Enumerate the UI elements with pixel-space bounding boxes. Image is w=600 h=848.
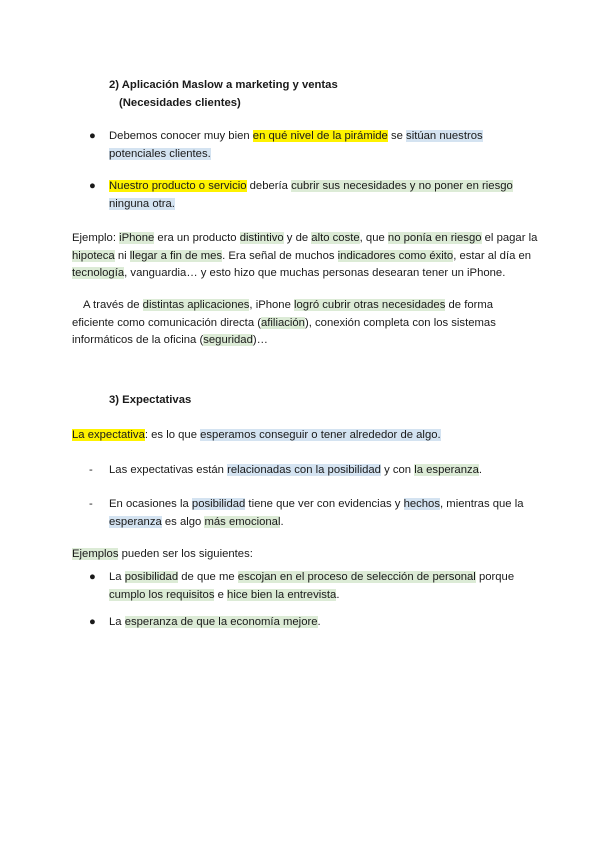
highlight-green: esperanza de que la economía mejore xyxy=(124,616,318,628)
text-run: de forma xyxy=(445,299,494,311)
examples-intro xyxy=(72,546,542,564)
highlight-blue: ninguna otra. xyxy=(109,197,175,210)
list-item-text xyxy=(109,178,542,213)
list-item xyxy=(72,178,542,213)
highlight-blue: sitúan nuestros xyxy=(406,130,483,142)
text-run: y de xyxy=(283,232,312,244)
highlight-green: distintivo xyxy=(239,232,284,244)
highlight-green: hice bien la entrevista xyxy=(227,588,337,601)
list-item xyxy=(72,462,542,480)
text-run: de que me xyxy=(178,571,238,583)
highlight-green: logró cubrir otras necesidades xyxy=(294,299,446,311)
apps-paragraph xyxy=(72,297,542,350)
highlight-blue: esperamos conseguir o tener alrededor de algo. xyxy=(200,429,441,441)
highlight-yellow: La expectativa xyxy=(72,429,145,441)
text-run: . xyxy=(317,616,321,628)
text-run: eficiente como comunicación directa ( xyxy=(72,316,261,329)
text-run: debería xyxy=(246,180,292,192)
highlight-green: Ejemplos xyxy=(72,548,119,560)
text-run: )… xyxy=(252,334,268,346)
text-run: . xyxy=(478,464,483,476)
text-run: era un producto xyxy=(154,232,240,244)
text-run: porque xyxy=(475,571,515,583)
highlight-yellow: en qué nivel de la pirámide xyxy=(252,130,388,142)
list-item xyxy=(72,614,542,632)
definition-paragraph xyxy=(72,427,542,445)
section-3-title: 3) Expectativas xyxy=(109,394,192,406)
highlight-blue: posibilidad xyxy=(191,498,246,510)
text-run: y con xyxy=(380,464,415,476)
text-run: tiene que ver con evidencias y xyxy=(245,498,404,510)
text-run: A través de xyxy=(83,299,143,311)
dash-marker: - xyxy=(89,498,93,510)
text-run: pueden ser los siguientes: xyxy=(118,548,253,560)
highlight-yellow: Nuestro producto o servicio xyxy=(109,180,247,192)
highlight-green: la esperanza xyxy=(414,464,479,476)
text-run: La xyxy=(109,571,125,583)
highlight-green: cumplo los requisitos xyxy=(109,588,215,601)
bullet-marker: ● xyxy=(89,571,96,583)
highlight-green: escojan en el proceso de selección de personal xyxy=(237,571,476,583)
highlight-green: distintas aplicaciones xyxy=(142,299,250,311)
highlight-green: alto coste xyxy=(311,232,360,244)
text-run: . Era señal de muchos xyxy=(222,249,338,262)
text-run: el pagar la xyxy=(481,232,538,244)
bullet-marker: ● xyxy=(89,616,96,628)
text-run: La xyxy=(109,616,125,628)
highlight-green: llegar a fin de mes xyxy=(129,249,223,262)
bullet-marker: ● xyxy=(89,130,96,142)
highlight-green: tecnología xyxy=(72,267,125,279)
text-run: e xyxy=(214,588,228,601)
text-run: es algo xyxy=(161,515,205,528)
example-paragraph xyxy=(72,230,542,283)
text-run: Debemos conocer muy bien xyxy=(109,130,253,142)
list-item-text xyxy=(109,614,542,632)
text-run: . xyxy=(336,588,340,601)
highlight-blue: hechos xyxy=(403,498,440,510)
text-run: , estar al día en xyxy=(453,249,532,262)
section-2-title-line1: 2) Aplicación Maslow a marketing y ventas xyxy=(109,79,338,91)
text-run: se xyxy=(387,130,407,142)
text-run: . xyxy=(280,515,284,528)
highlight-green: no ponía en riesgo xyxy=(387,232,482,244)
highlight-green: hipoteca xyxy=(72,249,115,262)
dash-marker: - xyxy=(89,464,93,476)
highlight-green: iPhone xyxy=(119,232,155,244)
highlight-blue: esperanza xyxy=(109,515,162,528)
highlight-green: más emocional xyxy=(204,515,281,528)
list-item xyxy=(72,128,542,163)
list-item-text xyxy=(109,128,542,163)
highlight-blue: potenciales clientes. xyxy=(109,147,211,160)
text-run: , iPhone xyxy=(249,299,295,311)
highlight-green: afiliación xyxy=(261,316,305,329)
highlight-green: indicadores como éxito xyxy=(337,249,454,262)
text-run: informáticos de la oficina ( xyxy=(72,334,204,346)
highlight-blue: relacionadas con la posibilidad xyxy=(227,464,381,476)
text-run: : es lo que xyxy=(144,429,201,441)
text-run: Ejemplo: xyxy=(72,232,120,244)
text-run: , mientras que la xyxy=(440,498,524,510)
list-item xyxy=(72,496,542,531)
list-item-text xyxy=(109,496,542,531)
list-item-text xyxy=(109,569,542,604)
text-run: , que xyxy=(359,232,388,244)
highlight-green: seguridad xyxy=(203,334,253,346)
text-run: , vanguardia… y esto hizo que muchas personas desearan tener un iPhone. xyxy=(124,267,506,279)
text-run: ni xyxy=(114,249,130,262)
list-item-text xyxy=(109,462,542,480)
bullet-marker: ● xyxy=(89,180,96,192)
highlight-green: posibilidad xyxy=(124,571,179,583)
text-run: Las expectativas están xyxy=(109,464,228,476)
text-run: En ocasiones la xyxy=(109,498,192,510)
section-2-title-line2: (Necesidades clientes) xyxy=(119,96,241,109)
list-item xyxy=(72,569,542,604)
highlight-green: cubrir sus necesidades y no poner en riesgo xyxy=(291,180,513,192)
text-run: ), conexión completa con los sistemas xyxy=(304,316,496,329)
section-2-title xyxy=(109,77,579,112)
